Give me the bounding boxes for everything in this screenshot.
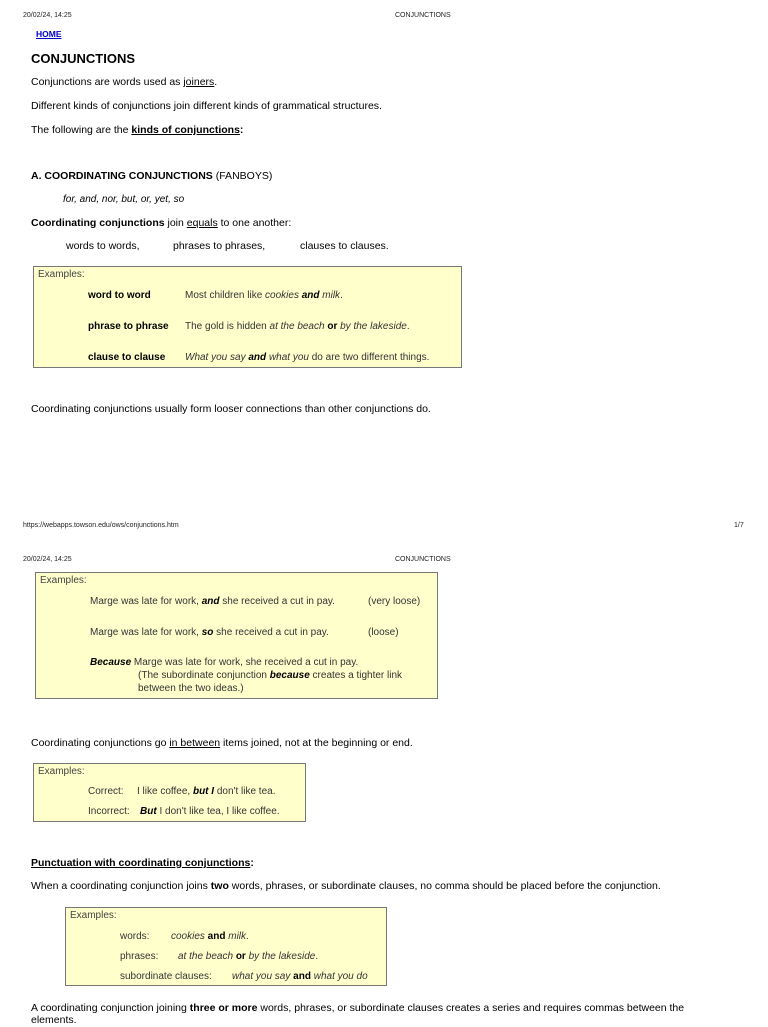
example-sentence: Most children like cookies and milk. xyxy=(185,290,343,301)
fanboys-list: for, and, nor, but, or, yet, so xyxy=(63,194,185,205)
print-header-title: CONJUNCTIONS xyxy=(395,556,451,563)
kind-words: words to words, xyxy=(66,240,140,252)
words-label: words: xyxy=(120,931,150,942)
print-header-title: CONJUNCTIONS xyxy=(395,12,451,19)
print-header-date: 20/02/24, 14:25 xyxy=(23,556,72,563)
words-example: cookies and milk. xyxy=(171,931,249,942)
looser-connections-text: Coordinating conjunctions usually form looser connections than other conjunctions do. xyxy=(31,403,431,415)
three-or-more-rule-cont: elements. xyxy=(31,1014,77,1026)
punctuation-heading-link[interactable]: Punctuation with coordinating conjunctions xyxy=(31,857,251,869)
example-sentence: Because Marge was late for work, she received a cut in pay. xyxy=(90,657,359,668)
punctuation-heading: Punctuation with coordinating conjunctions: xyxy=(31,857,254,869)
example-sentence: Marge was late for work, and she received a cut in pay. xyxy=(90,596,335,607)
kind-clauses: clauses to clauses. xyxy=(300,240,389,252)
three-or-more-rule: A coordinating conjunction joining three or more words, phrases, or subordinate clauses creates a series and requires commas between the xyxy=(31,1002,685,1014)
correct-sentence: I like coffee, but I don't like tea. xyxy=(137,786,276,797)
example-sentence: The gold is hidden at the beach or by the lakeside. xyxy=(185,321,410,332)
intro-kinds: Different kinds of conjunctions join different kinds of grammatical structures. xyxy=(31,100,382,112)
correct-label: Correct: xyxy=(88,786,124,797)
examples-box-coordinating xyxy=(33,266,462,368)
kinds-of-conjunctions-link[interactable]: kinds of conjunctions xyxy=(131,124,240,136)
two-items-rule: When a coordinating conjunction joins two words, phrases, or subordinate clauses, no comma should be placed before the conjunction. xyxy=(31,880,661,892)
examples-box-connection-strength xyxy=(35,572,438,699)
print-footer-url: https://webapps.towson.edu/ows/conjunctions.htm xyxy=(23,522,179,529)
examples-label: Examples: xyxy=(38,269,85,280)
examples-box-placement xyxy=(33,763,306,822)
example-note: (The subordinate conjunction because creates a tighter link xyxy=(138,670,403,681)
example-note: (loose) xyxy=(368,627,399,638)
intro-joiners: Conjunctions are words used as joiners. xyxy=(31,76,218,88)
joiners-link[interactable]: joiners xyxy=(183,76,215,88)
example-sentence: Marge was late for work, so she received a cut in pay. xyxy=(90,627,329,638)
equals-link[interactable]: equals xyxy=(186,217,218,229)
kind-phrases: phrases to phrases, xyxy=(173,240,266,252)
in-between-text: Coordinating conjunctions go in between items joined, not at the beginning or end. xyxy=(31,737,413,749)
incorrect-sentence: But I don't like tea, I like coffee. xyxy=(140,806,280,817)
examples-label: Examples: xyxy=(40,575,87,586)
example-sentence: What you say and what you do are two different things. xyxy=(185,352,430,363)
print-footer-page: 1/7 xyxy=(734,522,744,529)
home-link[interactable]: HOME xyxy=(36,29,62,39)
examples-label: Examples: xyxy=(38,766,85,777)
clauses-example: what you say and what you do xyxy=(232,971,368,982)
print-header-date: 20/02/24, 14:25 xyxy=(23,12,72,19)
examples-label: Examples: xyxy=(70,910,117,921)
example-type: phrase to phrase xyxy=(88,321,169,332)
incorrect-label: Incorrect: xyxy=(88,806,130,817)
examples-box-punctuation xyxy=(65,907,387,986)
example-type: clause to clause xyxy=(88,352,166,363)
example-type: word to word xyxy=(88,290,151,301)
intro-following: The following are the kinds of conjunctions: xyxy=(31,124,244,136)
phrases-example: at the beach or by the lakeside. xyxy=(178,951,319,962)
section-a-heading: A. COORDINATING CONJUNCTIONS (FANBOYS) xyxy=(31,170,273,182)
in-between-link[interactable]: in between xyxy=(169,737,221,749)
example-note: (very loose) xyxy=(368,596,421,607)
example-note: between the two ideas.) xyxy=(138,683,244,694)
page-title: CONJUNCTIONS xyxy=(31,51,136,66)
clauses-label: subordinate clauses: xyxy=(120,971,212,982)
join-equals-text: Coordinating conjunctions join equals to one another: xyxy=(31,217,292,229)
phrases-label: phrases: xyxy=(120,951,159,962)
